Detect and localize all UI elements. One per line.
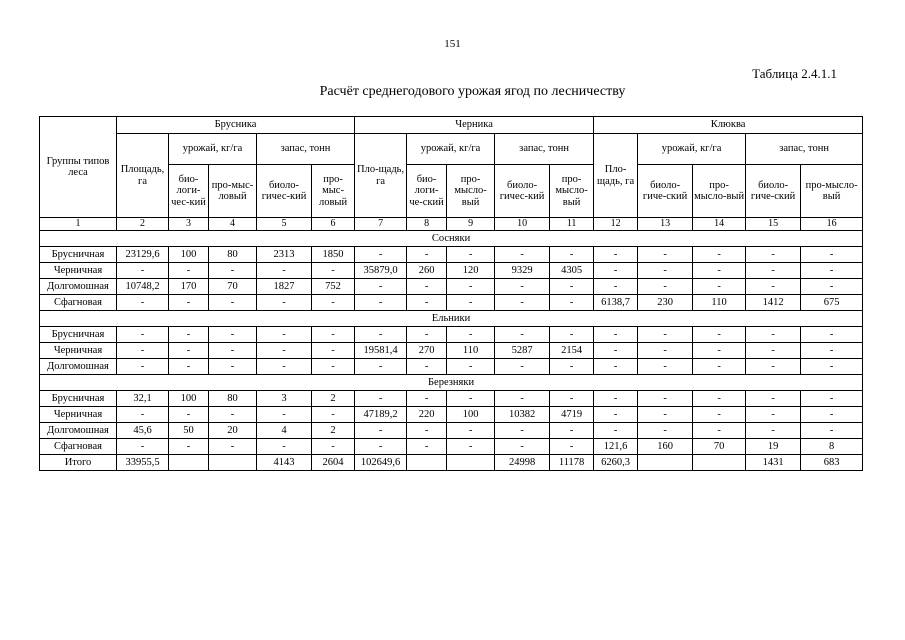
value-cell: - <box>638 247 693 263</box>
value-cell: 121,6 <box>594 439 638 455</box>
value-cell: 70 <box>693 439 746 455</box>
header-area: Пло-щадь, га <box>594 134 638 218</box>
value-cell: - <box>312 359 355 375</box>
value-cell: - <box>355 359 407 375</box>
value-cell: - <box>312 295 355 311</box>
total-value: 2604 <box>312 455 355 471</box>
page-number: 151 <box>444 38 461 50</box>
value-cell: - <box>355 327 407 343</box>
value-cell: - <box>407 439 447 455</box>
value-cell: - <box>550 439 594 455</box>
column-number: 4 <box>209 218 257 231</box>
value-cell: - <box>257 407 312 423</box>
header-berry-cranberry: Клюква <box>594 117 863 134</box>
total-value <box>447 455 495 471</box>
value-cell: 10748,2 <box>117 279 169 295</box>
total-value <box>209 455 257 471</box>
table-row <box>40 295 863 311</box>
table-row <box>40 247 863 263</box>
value-cell: 110 <box>693 295 746 311</box>
column-number: 5 <box>257 218 312 231</box>
column-number: 16 <box>801 218 863 231</box>
table-row <box>40 263 863 279</box>
section-row <box>40 231 863 247</box>
total-value: 6260,3 <box>594 455 638 471</box>
value-cell: - <box>355 279 407 295</box>
value-cell: - <box>801 279 863 295</box>
value-cell: - <box>594 263 638 279</box>
value-cell: 3 <box>257 391 312 407</box>
value-cell: 220 <box>407 407 447 423</box>
value-cell: - <box>495 391 550 407</box>
table-row <box>40 407 863 423</box>
value-cell: - <box>495 439 550 455</box>
forest-type-cell: Брусничная <box>40 391 117 407</box>
forest-type-cell: Брусничная <box>40 247 117 263</box>
value-cell: - <box>407 359 447 375</box>
header-leaf: про-мысло-вый <box>550 165 594 218</box>
value-cell: - <box>312 407 355 423</box>
value-cell: - <box>693 247 746 263</box>
value-cell: - <box>638 343 693 359</box>
value-cell: 230 <box>638 295 693 311</box>
value-cell: - <box>117 343 169 359</box>
value-cell: - <box>495 247 550 263</box>
total-value: 4143 <box>257 455 312 471</box>
value-cell: 4 <box>257 423 312 439</box>
value-cell: - <box>550 391 594 407</box>
value-cell: - <box>169 295 209 311</box>
value-cell: - <box>495 359 550 375</box>
value-cell: - <box>355 247 407 263</box>
value-cell: - <box>312 439 355 455</box>
value-cell: - <box>209 295 257 311</box>
table-row <box>40 359 863 375</box>
value-cell: - <box>693 327 746 343</box>
value-cell: - <box>638 327 693 343</box>
value-cell: - <box>550 359 594 375</box>
value-cell: - <box>169 439 209 455</box>
total-value: 102649,6 <box>355 455 407 471</box>
value-cell: 20 <box>209 423 257 439</box>
value-cell: - <box>746 247 801 263</box>
value-cell: - <box>550 327 594 343</box>
forest-type-cell: Долгомошная <box>40 359 117 375</box>
value-cell: - <box>638 423 693 439</box>
header-yield: урожай, кг/га <box>407 134 495 165</box>
total-value <box>693 455 746 471</box>
value-cell: - <box>638 279 693 295</box>
value-cell: - <box>746 423 801 439</box>
value-cell: - <box>801 359 863 375</box>
value-cell: 100 <box>169 391 209 407</box>
value-cell: - <box>550 295 594 311</box>
value-cell: - <box>801 391 863 407</box>
berry-yield-table <box>39 116 863 471</box>
value-cell: - <box>209 327 257 343</box>
header-yield: урожай, кг/га <box>638 134 746 165</box>
value-cell: - <box>257 359 312 375</box>
value-cell: - <box>801 263 863 279</box>
column-number: 13 <box>638 218 693 231</box>
column-number: 15 <box>746 218 801 231</box>
value-cell: - <box>169 407 209 423</box>
forest-type-cell: Брусничная <box>40 327 117 343</box>
header-leaf: биоло-гичес-кий <box>257 165 312 218</box>
value-cell: - <box>693 391 746 407</box>
total-value <box>638 455 693 471</box>
value-cell: - <box>638 359 693 375</box>
value-cell: - <box>407 295 447 311</box>
forest-type-cell: Сфагновая <box>40 295 117 311</box>
value-cell: - <box>209 343 257 359</box>
value-cell: - <box>312 343 355 359</box>
value-cell: - <box>801 247 863 263</box>
section-row <box>40 375 863 391</box>
value-cell: 120 <box>447 263 495 279</box>
total-value: 11178 <box>550 455 594 471</box>
value-cell: - <box>447 295 495 311</box>
value-cell: 35879,0 <box>355 263 407 279</box>
value-cell: - <box>495 279 550 295</box>
header-leaf: биоло-гичес-кий <box>495 165 550 218</box>
header-stock: запас, тонн <box>746 134 863 165</box>
value-cell: - <box>312 263 355 279</box>
value-cell: - <box>746 359 801 375</box>
column-number: 6 <box>312 218 355 231</box>
header-leaf: био-логи-чес-кий <box>169 165 209 218</box>
table-row <box>40 327 863 343</box>
value-cell: - <box>312 327 355 343</box>
value-cell: 4305 <box>550 263 594 279</box>
value-cell: - <box>801 343 863 359</box>
value-cell: 2 <box>312 391 355 407</box>
value-cell: - <box>169 327 209 343</box>
value-cell: - <box>257 343 312 359</box>
value-cell: - <box>693 263 746 279</box>
value-cell: 170 <box>169 279 209 295</box>
value-cell: 752 <box>312 279 355 295</box>
value-cell: 160 <box>638 439 693 455</box>
forest-type-cell: Черничная <box>40 343 117 359</box>
column-number: 2 <box>117 218 169 231</box>
value-cell: - <box>209 263 257 279</box>
value-cell: - <box>594 407 638 423</box>
header-stock: запас, тонн <box>257 134 355 165</box>
value-cell: - <box>693 359 746 375</box>
total-row <box>40 455 863 471</box>
value-cell: 100 <box>447 407 495 423</box>
value-cell: 19581,4 <box>355 343 407 359</box>
value-cell: 110 <box>447 343 495 359</box>
value-cell: - <box>447 359 495 375</box>
header-leaf: биоло-гиче-ский <box>638 165 693 218</box>
value-cell: 80 <box>209 391 257 407</box>
header-berry-lingonberry: Брусника <box>117 117 355 134</box>
value-cell: - <box>550 279 594 295</box>
header-berry-blueberry: Черника <box>355 117 594 134</box>
value-cell: - <box>638 407 693 423</box>
value-cell: - <box>117 295 169 311</box>
value-cell: 8 <box>801 439 863 455</box>
section-title: Сосняки <box>40 231 863 247</box>
value-cell: - <box>801 407 863 423</box>
section-title: Березняки <box>40 375 863 391</box>
document-title: Расчёт среднегодового урожая ягод по лесничеству <box>319 84 626 99</box>
column-number: 14 <box>693 218 746 231</box>
value-cell: - <box>550 423 594 439</box>
value-cell: 270 <box>407 343 447 359</box>
value-cell: 6138,7 <box>594 295 638 311</box>
value-cell: - <box>209 439 257 455</box>
value-cell: 2313 <box>257 247 312 263</box>
value-cell: - <box>594 279 638 295</box>
value-cell: - <box>117 439 169 455</box>
table-row <box>40 343 863 359</box>
value-cell: - <box>407 423 447 439</box>
value-cell: 47189,2 <box>355 407 407 423</box>
header-leaf: про-мыс-ловый <box>312 165 355 218</box>
section-row <box>40 311 863 327</box>
value-cell: 2154 <box>550 343 594 359</box>
table-row <box>40 279 863 295</box>
header-area: Площадь, га <box>117 134 169 218</box>
total-value <box>169 455 209 471</box>
value-cell: 260 <box>407 263 447 279</box>
value-cell: 5287 <box>495 343 550 359</box>
table-row <box>40 391 863 407</box>
value-cell: - <box>117 327 169 343</box>
table-row <box>40 439 863 455</box>
value-cell: 2 <box>312 423 355 439</box>
value-cell: - <box>447 439 495 455</box>
value-cell: - <box>495 423 550 439</box>
column-number: 7 <box>355 218 407 231</box>
header-leaf: био-логи-че-ский <box>407 165 447 218</box>
column-number: 10 <box>495 218 550 231</box>
value-cell: - <box>594 343 638 359</box>
value-cell: - <box>407 279 447 295</box>
value-cell: 100 <box>169 247 209 263</box>
value-cell: 45,6 <box>117 423 169 439</box>
value-cell: - <box>495 327 550 343</box>
value-cell: - <box>257 327 312 343</box>
column-number: 12 <box>594 218 638 231</box>
column-number: 8 <box>407 218 447 231</box>
value-cell: 19 <box>746 439 801 455</box>
value-cell: - <box>407 247 447 263</box>
section-title: Ельники <box>40 311 863 327</box>
value-cell: - <box>447 279 495 295</box>
value-cell: - <box>447 423 495 439</box>
forest-type-cell: Долгомошная <box>40 423 117 439</box>
value-cell: - <box>638 263 693 279</box>
forest-type-cell: Черничная <box>40 407 117 423</box>
value-cell: - <box>746 343 801 359</box>
value-cell: 80 <box>209 247 257 263</box>
value-cell: - <box>638 391 693 407</box>
value-cell: - <box>594 247 638 263</box>
total-value: 683 <box>801 455 863 471</box>
total-value: 33955,5 <box>117 455 169 471</box>
value-cell: 675 <box>801 295 863 311</box>
value-cell: 10382 <box>495 407 550 423</box>
column-number: 3 <box>169 218 209 231</box>
value-cell: - <box>355 391 407 407</box>
value-cell: - <box>693 407 746 423</box>
value-cell: - <box>447 391 495 407</box>
table-label: Таблица 2.4.1.1 <box>752 66 837 81</box>
header-leaf: биоло-гиче-ский <box>746 165 801 218</box>
value-cell: - <box>693 423 746 439</box>
value-cell: - <box>447 247 495 263</box>
header-leaf: про-мысло-вый <box>447 165 495 218</box>
value-cell: - <box>257 295 312 311</box>
forest-type-cell: Черничная <box>40 263 117 279</box>
value-cell: - <box>746 279 801 295</box>
header-stock: запас, тонн <box>495 134 594 165</box>
value-cell: - <box>550 247 594 263</box>
value-cell: - <box>801 423 863 439</box>
header-leaf: про-мысло-вый <box>801 165 863 218</box>
header-area: Пло-щадь, га <box>355 134 407 218</box>
value-cell: - <box>117 407 169 423</box>
value-cell: - <box>594 327 638 343</box>
value-cell: - <box>746 327 801 343</box>
column-number: 1 <box>40 218 117 231</box>
value-cell: - <box>594 423 638 439</box>
value-cell: - <box>209 407 257 423</box>
value-cell: - <box>594 359 638 375</box>
value-cell: - <box>169 359 209 375</box>
value-cell: - <box>495 295 550 311</box>
header-leaf: про-мыс-ловый <box>209 165 257 218</box>
value-cell: - <box>117 263 169 279</box>
header-group-col: Группы типов леса <box>40 117 117 218</box>
value-cell: - <box>801 327 863 343</box>
column-number: 9 <box>447 218 495 231</box>
value-cell: - <box>594 391 638 407</box>
value-cell: - <box>169 343 209 359</box>
value-cell: - <box>355 439 407 455</box>
value-cell: 9329 <box>495 263 550 279</box>
total-value: 1431 <box>746 455 801 471</box>
total-label: Итого <box>40 455 117 471</box>
forest-type-cell: Долгомошная <box>40 279 117 295</box>
value-cell: 23129,6 <box>117 247 169 263</box>
table-row <box>40 423 863 439</box>
value-cell: - <box>693 343 746 359</box>
value-cell: - <box>693 279 746 295</box>
value-cell: - <box>169 263 209 279</box>
total-value: 24998 <box>495 455 550 471</box>
value-cell: - <box>746 407 801 423</box>
value-cell: - <box>407 327 447 343</box>
value-cell: - <box>209 359 257 375</box>
value-cell: 1412 <box>746 295 801 311</box>
value-cell: - <box>257 439 312 455</box>
value-cell: - <box>257 263 312 279</box>
value-cell: - <box>447 327 495 343</box>
value-cell: 70 <box>209 279 257 295</box>
column-number-row <box>40 218 863 231</box>
header-yield: урожай, кг/га <box>169 134 257 165</box>
value-cell: 1850 <box>312 247 355 263</box>
forest-type-cell: Сфагновая <box>40 439 117 455</box>
value-cell: 4719 <box>550 407 594 423</box>
column-number: 11 <box>550 218 594 231</box>
value-cell: 50 <box>169 423 209 439</box>
value-cell: 1827 <box>257 279 312 295</box>
value-cell: - <box>746 391 801 407</box>
value-cell: - <box>355 295 407 311</box>
value-cell: - <box>746 263 801 279</box>
value-cell: - <box>407 391 447 407</box>
header-leaf: про-мысло-вый <box>693 165 746 218</box>
value-cell: 32,1 <box>117 391 169 407</box>
value-cell: - <box>117 359 169 375</box>
value-cell: - <box>355 423 407 439</box>
total-value <box>407 455 447 471</box>
